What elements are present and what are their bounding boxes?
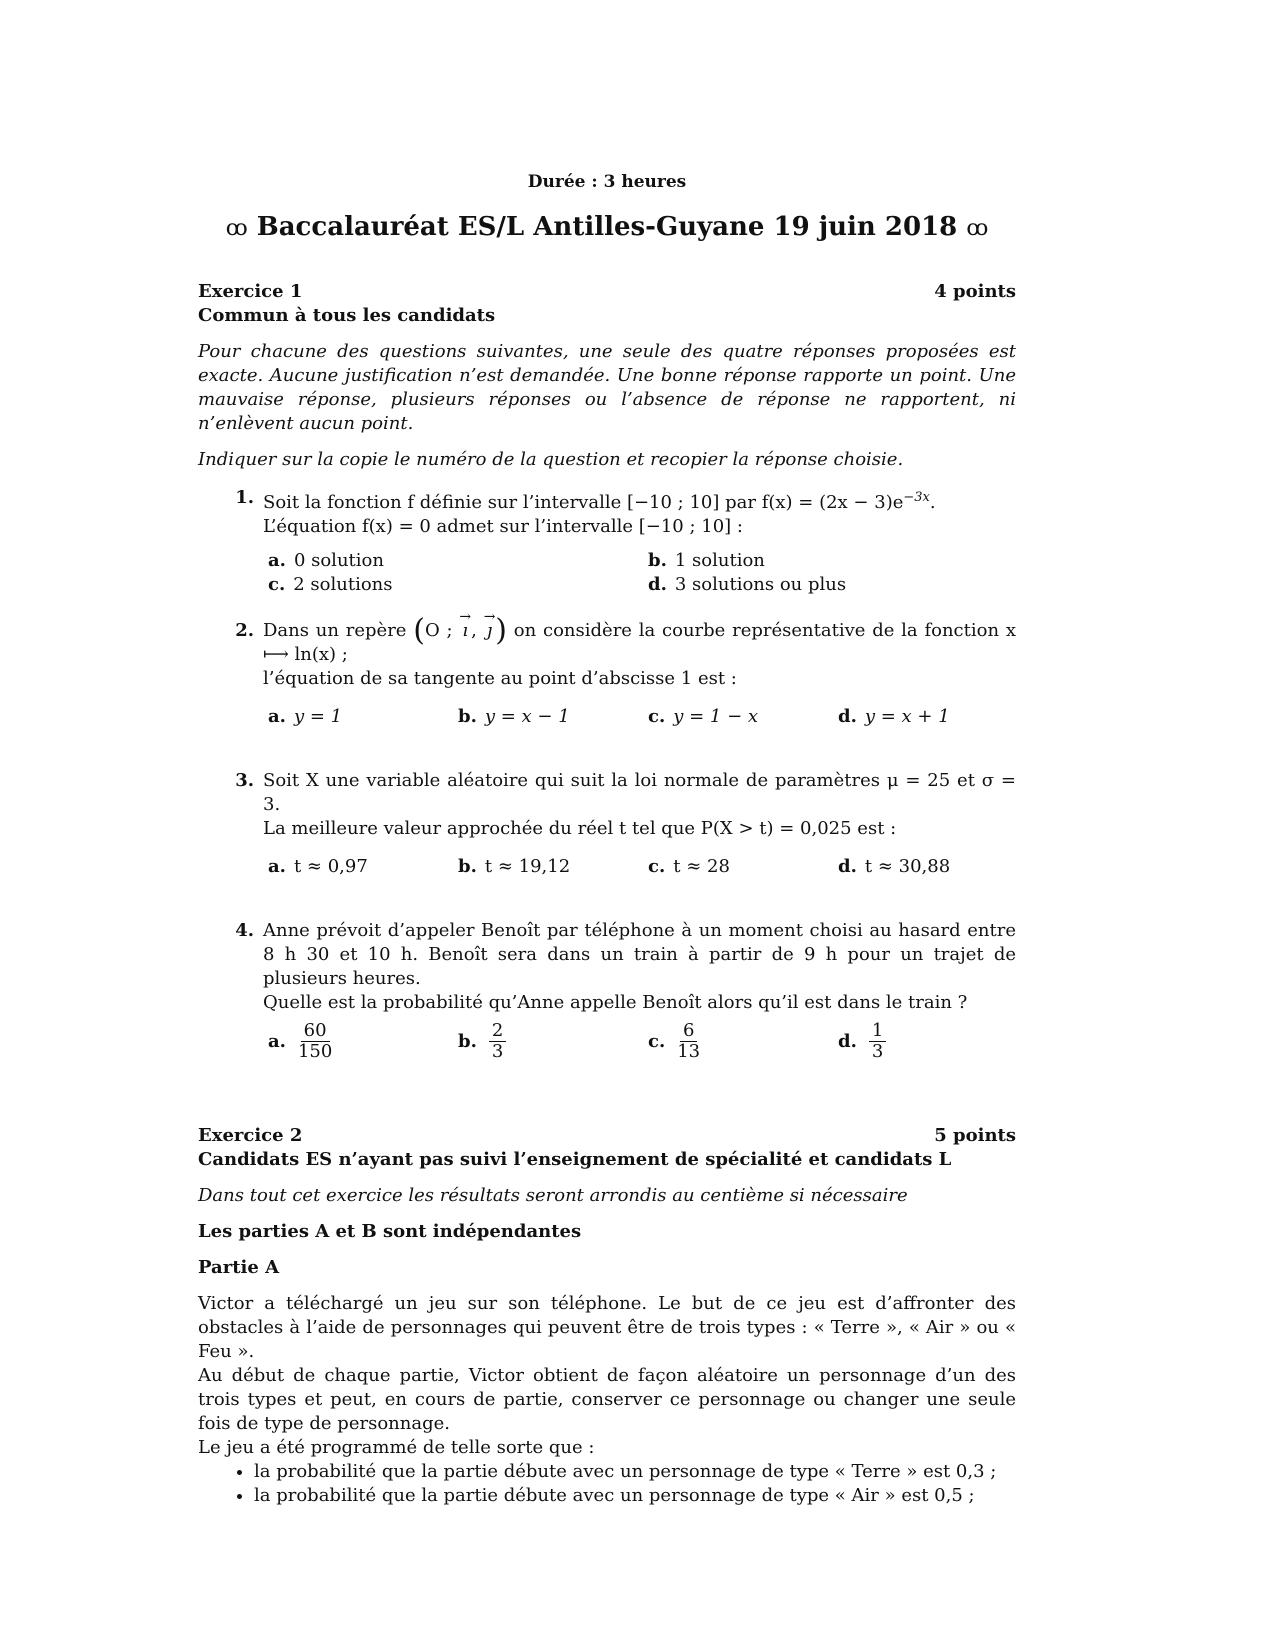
exercise-1-audience: Commun à tous les candidats bbox=[198, 305, 496, 326]
choice-a[interactable]: a. y = 1 bbox=[268, 706, 343, 727]
question-3-line1: Soit X une variable aléatoire qui suit la loi normale de paramètres μ = 25 et σ = 3. bbox=[263, 770, 1016, 815]
exercise-1-instruction: Indiquer sur la copie le numéro de la question et recopier la réponse choisie. bbox=[198, 449, 904, 470]
question-2-line2: l’équation de sa tangente au point d’abscisse 1 est : bbox=[263, 668, 737, 689]
choice-a[interactable]: a. t ≈ 0,97 bbox=[268, 856, 368, 877]
choice-b[interactable]: b. y = x − 1 bbox=[458, 706, 570, 727]
question-2 bbox=[198, 613, 1016, 691]
part-a-bullets bbox=[198, 1460, 1016, 1508]
choice-c[interactable]: c. t ≈ 28 bbox=[648, 856, 730, 877]
title-text: Baccalauréat ES/L Antilles-Guyane 19 juin 2018 bbox=[256, 212, 958, 242]
choice-b[interactable]: b. t ≈ 19,12 bbox=[458, 856, 571, 877]
part-a-para1: Victor a téléchargé un jeu sur son téléphone. Le but de ce jeu est d’affronter des obstacles à l’aide de personnages qui peuvent être de trois types : « Terre », « Air » ou « Feu ». bbox=[198, 1293, 1016, 1362]
vector-j: → ȷ bbox=[484, 619, 496, 643]
question-3-line2: La meilleure valeur approchée du réel t tel que P(X > t) = 0,025 est : bbox=[263, 818, 897, 839]
question-2-line1: Dans un repère (O ; → ı , → ȷ ) on considère la courbe représentative de la fonction x ⟼ ln(x) ; bbox=[263, 619, 1016, 667]
exercise-1-points: 4 points bbox=[934, 281, 1016, 302]
part-a-title: Partie A bbox=[198, 1257, 280, 1278]
question-2-choices bbox=[268, 705, 1016, 729]
choice-c[interactable]: c. $\frac{6}{13}$ bbox=[648, 1020, 701, 1062]
exercise-1-header bbox=[198, 280, 1016, 304]
exercise-1-intro: Pour chacune des questions suivantes, une seule des quatre réponses proposées est exacte. Aucune justification n’est demandée. Une bonne réponse rapporte un point. Une mauvaise réponse, plusieurs réponses ou l’absence de réponse ne rapportent, ni n’enlèvent aucun point. bbox=[198, 341, 1016, 434]
exam-page bbox=[198, 170, 1016, 1508]
question-4-choices bbox=[268, 1021, 1016, 1062]
question-1-statement: Soit la fonction f définie sur l’intervalle [−10 ; 10] par f(x) = (2x − 3)e bbox=[263, 492, 904, 513]
question-1-line2: L’équation f(x) = 0 admet sur l’intervalle [−10 ; 10] : bbox=[263, 516, 743, 537]
ornament-right-icon: ꝏ bbox=[966, 216, 989, 241]
question-1-choices bbox=[268, 549, 1016, 597]
question-1-line1 bbox=[263, 486, 1016, 515]
part-a-para3: Le jeu a été programmé de telle sorte que : bbox=[198, 1437, 595, 1458]
exercise-2-header bbox=[198, 1124, 1016, 1148]
choice-c[interactable]: c. 2 solutions bbox=[268, 574, 393, 595]
question-number: 3. bbox=[235, 770, 254, 791]
list-item: • la probabilité que la partie débute avec un personnage de type « Terre » est 0,3 ; bbox=[254, 1460, 1016, 1484]
question-1 bbox=[198, 486, 1016, 539]
exercise-1-title: Exercice 1 bbox=[198, 281, 303, 302]
period: . bbox=[929, 492, 936, 513]
exponent: −3x bbox=[903, 490, 930, 505]
exercise-2-title: Exercice 2 bbox=[198, 1125, 303, 1146]
ornament-left-icon: ꝏ bbox=[225, 216, 248, 241]
vector-i: → ı bbox=[459, 619, 471, 643]
choice-d[interactable]: d. y = x + 1 bbox=[838, 706, 950, 727]
list-item: • la probabilité que la partie débute avec un personnage de type « Air » est 0,5 ; bbox=[254, 1484, 1016, 1508]
exercise-2-parts: Les parties A et B sont indépendantes bbox=[198, 1221, 582, 1242]
part-a-body bbox=[198, 1292, 1016, 1508]
exercise-2-audience: Candidats ES n’ayant pas suivi l’enseignement de spécialité et candidats L bbox=[198, 1149, 952, 1170]
question-2-pre: Dans un repère bbox=[263, 620, 407, 641]
choice-c[interactable]: c. y = 1 − x bbox=[648, 706, 759, 727]
question-4-question: Quelle est la probabilité qu’Anne appelle Benoît alors qu’il est dans le train ? bbox=[263, 992, 968, 1013]
question-3 bbox=[198, 769, 1016, 841]
choice-d[interactable]: d. $\frac{1}{3}$ bbox=[838, 1021, 1028, 1062]
question-2-post: on considère la courbe représentative de la fonction x ⟼ ln(x) ; bbox=[263, 620, 1016, 665]
separator: , bbox=[471, 620, 477, 641]
choice-d[interactable]: d. 3 solutions ou plus bbox=[648, 574, 847, 595]
choice-a[interactable]: a. 0 solution bbox=[268, 550, 384, 571]
question-number: 1. bbox=[235, 487, 254, 508]
origin-label: O ; bbox=[424, 620, 453, 641]
question-4-text: Anne prévoit d’appeler Benoît par téléphone à un moment choisi au hasard entre 8 h 30 et 10 h. Benoît sera dans un train à partir de 9 h pour un trajet de plusieurs heures. bbox=[263, 920, 1016, 989]
choice-b[interactable]: b. $\frac{2}{3}$ bbox=[458, 1021, 648, 1062]
exercise-2-points: 5 points bbox=[934, 1125, 1016, 1146]
question-4 bbox=[198, 919, 1016, 1015]
choice-b[interactable]: b. 1 solution bbox=[648, 550, 765, 571]
page-title bbox=[198, 210, 1016, 246]
duration-label: Durée : 3 heures bbox=[527, 172, 687, 192]
part-a-para2: Au début de chaque partie, Victor obtient de façon aléatoire un personnage d’un des trois types et peut, en cours de partie, conserver ce personnage ou changer une seule fois de type de personnage. bbox=[198, 1365, 1016, 1434]
choice-a[interactable]: a. $\frac{60}{150}$ bbox=[268, 1020, 333, 1062]
choice-d[interactable]: d. t ≈ 30,88 bbox=[838, 856, 951, 877]
exercise-2-note: Dans tout cet exercice les résultats seront arrondis au centième si nécessaire bbox=[198, 1185, 908, 1206]
question-number: 2. bbox=[235, 620, 254, 641]
question-number: 4. bbox=[235, 920, 254, 941]
question-3-choices bbox=[268, 855, 1016, 879]
